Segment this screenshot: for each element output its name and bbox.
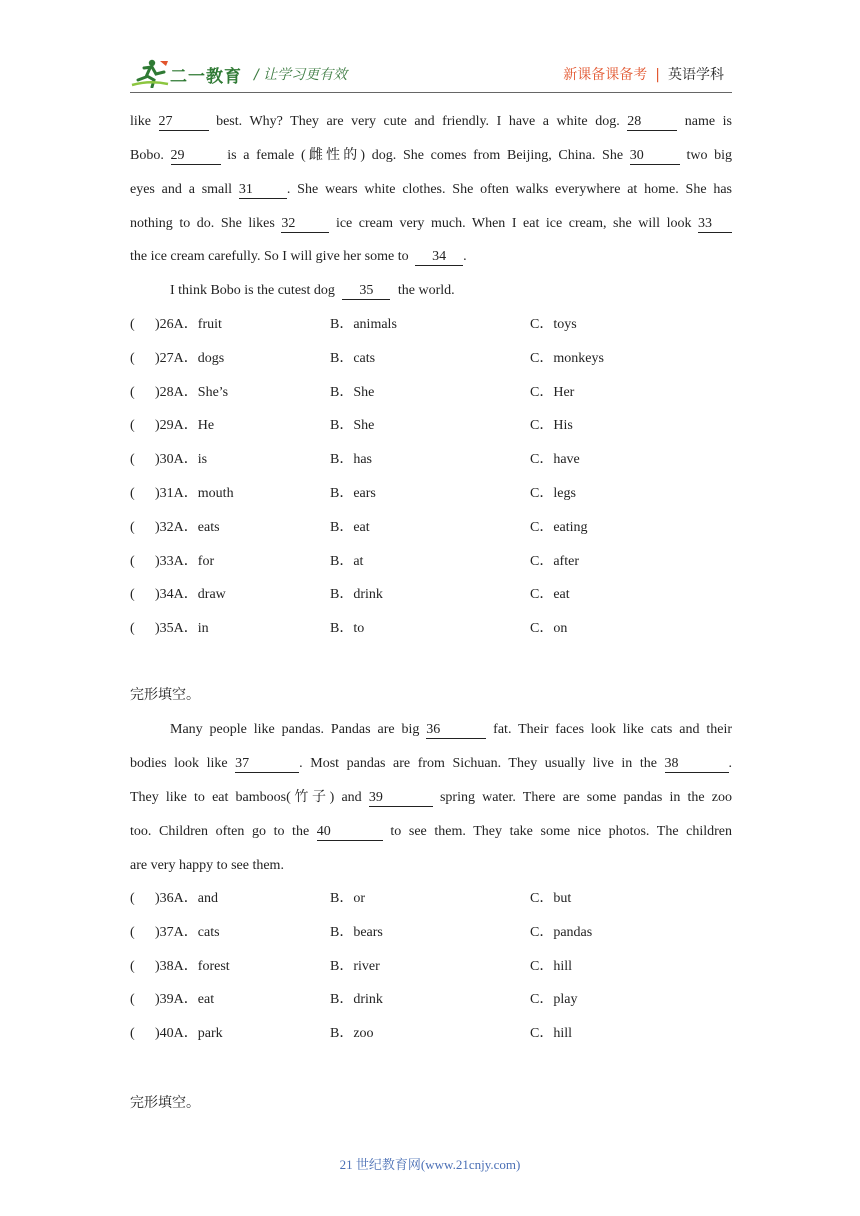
option-a-text: cats — [197, 924, 220, 940]
answer-paren[interactable]: ( — [130, 519, 135, 535]
passage-text: ice cream very much. When I eat ice cream, she will look — [335, 216, 692, 231]
option-a[interactable]: ( )36A．and — [130, 891, 219, 906]
question-number: 36 — [159, 891, 174, 906]
passage-line — [130, 823, 732, 841]
answer-paren[interactable]: ( — [130, 317, 135, 332]
option-b-text: ears — [353, 486, 376, 501]
passage-text: eyes and a small — [130, 182, 233, 197]
blank-29: 29 — [171, 148, 221, 165]
section-title-2: 完形填空。 — [130, 1096, 200, 1111]
option-b-text: eat — [353, 519, 370, 535]
option-c-text: His — [553, 418, 573, 434]
passage-text: name is — [684, 114, 732, 129]
blank-35: 35 — [342, 283, 390, 300]
passage-text: I think Bobo is the cutest dog — [170, 283, 335, 298]
option-a-text: She’s — [197, 384, 229, 400]
option-a[interactable]: ( )28A．She’s — [130, 384, 229, 400]
passage-text: the world. — [397, 283, 455, 298]
header-divider — [130, 92, 732, 93]
answer-paren[interactable]: ( — [130, 1026, 135, 1042]
question-number: 33 — [159, 553, 174, 569]
option-a[interactable]: ( )37A．cats — [130, 924, 220, 940]
option-c[interactable]: C．on — [530, 621, 568, 637]
option-a[interactable]: ( )35A．in — [130, 621, 209, 637]
option-c[interactable]: C．hill — [530, 958, 573, 974]
option-a-text: eats — [197, 519, 220, 535]
answer-paren[interactable]: ( — [130, 924, 135, 940]
option-b-text: cats — [353, 350, 376, 366]
question-number: 39 — [159, 992, 174, 1008]
option-c-text: eat — [553, 587, 570, 603]
blank-33: 33 — [698, 216, 732, 233]
option-c[interactable]: C．play — [530, 992, 578, 1008]
passage-text: fat. Their faces look like cats and their — [493, 722, 733, 737]
passage-text: two big — [686, 148, 733, 163]
passage-line: are very happy to see them. — [130, 858, 284, 873]
option-c[interactable]: C．toys — [530, 317, 577, 332]
section-title: 完形填空。 — [130, 688, 200, 703]
header-right — [563, 64, 724, 84]
passage-line — [130, 755, 732, 773]
option-b-text: She — [353, 384, 375, 400]
passage-text: . She wears white clothes. She often walks everywhere at home. She has — [286, 182, 732, 197]
option-a-text: forest — [197, 958, 230, 974]
option-a-text: eat — [197, 992, 215, 1008]
option-b-text: to — [353, 621, 365, 637]
passage-line — [170, 282, 455, 300]
passage-text: nothing to do. She likes — [130, 216, 275, 231]
logo-text: 二一教育 — [170, 67, 242, 87]
option-a-text: is — [197, 452, 208, 468]
option-a-text: dogs — [197, 350, 225, 366]
option-a[interactable]: ( )29A．He — [130, 418, 215, 434]
option-c[interactable]: C．eat — [530, 587, 570, 603]
option-a-text: and — [197, 891, 219, 906]
option-a-text: in — [197, 621, 209, 637]
option-a-text: fruit — [197, 317, 222, 332]
blank-28: 28 — [627, 114, 677, 131]
option-c-text: hill — [553, 958, 573, 974]
option-c[interactable]: C．hill — [530, 1026, 573, 1042]
option-a[interactable]: ( )33A．for — [130, 553, 215, 569]
header-course-label: 新课备课备考 — [563, 67, 648, 83]
option-b[interactable]: B．cats — [330, 350, 376, 366]
answer-paren[interactable]: ( — [130, 958, 135, 974]
option-a[interactable]: ( )32A．eats — [130, 519, 220, 535]
blank-30: 30 — [630, 148, 680, 165]
question-number: 29 — [159, 418, 174, 434]
option-b[interactable]: B．to — [330, 621, 365, 637]
question-number: 38 — [159, 958, 174, 974]
option-b-text: river — [353, 958, 380, 974]
option-c-text: toys — [553, 317, 577, 332]
header-separator: | — [655, 67, 660, 83]
answer-paren[interactable]: ( — [130, 587, 135, 603]
passage-text: is a female (雌性的) dog. She comes from Beijing, China. She — [227, 148, 624, 163]
question-number: 31 — [159, 486, 174, 501]
option-a[interactable]: ( )26A．fruit — [130, 317, 222, 332]
passage-text: Many people like pandas. Pandas are big — [170, 722, 420, 737]
option-c-text: after — [553, 553, 579, 569]
option-c[interactable]: C．Her — [530, 384, 575, 400]
answer-paren[interactable]: ( — [130, 992, 135, 1008]
option-b-text: She — [353, 418, 375, 434]
option-c-text: pandas — [553, 924, 593, 940]
passage-text: Bobo. — [130, 148, 164, 163]
option-c-text: hill — [553, 1026, 573, 1042]
option-b[interactable]: B．zoo — [330, 1026, 374, 1042]
question-number: 30 — [159, 452, 174, 468]
blank-38: 38 — [665, 756, 729, 773]
option-a[interactable]: ( )31A．mouth — [130, 486, 234, 501]
option-b-text: zoo — [353, 1026, 374, 1042]
passage-line — [130, 147, 732, 165]
blank-36: 36 — [426, 722, 486, 739]
question-number: 37 — [159, 924, 174, 940]
passage-line — [130, 248, 732, 266]
passage-text: . — [463, 249, 467, 264]
option-b[interactable]: B．ears — [330, 486, 376, 501]
passage-text: to see them. They take some nice photos. The children — [390, 824, 732, 839]
question-number: 28 — [159, 384, 174, 400]
option-c[interactable]: C．but — [530, 891, 572, 906]
option-c[interactable]: C．legs — [530, 486, 576, 501]
option-b-text: drink — [353, 992, 383, 1008]
option-b-text: at — [353, 553, 364, 569]
option-b[interactable]: B．eat — [330, 519, 370, 535]
option-c-text: eating — [553, 519, 588, 535]
question-number: 35 — [159, 621, 174, 637]
answer-paren[interactable]: ( — [130, 350, 135, 366]
option-c-text: but — [553, 891, 572, 906]
passage-text: spring water. There are some pandas in the zoo — [439, 790, 732, 805]
passage-line — [130, 181, 732, 199]
passage-text: . Most pandas are from Sichuan. They usually live in the — [299, 756, 657, 771]
question-number: 26 — [159, 317, 174, 332]
option-c[interactable]: C．His — [530, 418, 573, 434]
option-c[interactable]: C．monkeys — [530, 350, 604, 366]
blank-39: 39 — [369, 790, 433, 807]
passage-text: They like to eat bamboos(竹子) and — [130, 790, 362, 805]
passage-line — [130, 113, 732, 131]
question-number: 32 — [159, 519, 174, 535]
header-subject-label: 英语学科 — [668, 67, 724, 83]
option-a[interactable]: ( )40A．park — [130, 1026, 223, 1042]
option-a[interactable]: ( )30A．is — [130, 452, 208, 468]
blank-31: 31 — [239, 182, 287, 199]
option-b[interactable]: B．She — [330, 418, 375, 434]
option-a-text: He — [197, 418, 215, 434]
option-c-text: monkeys — [553, 350, 604, 366]
passage-line — [130, 789, 732, 807]
answer-paren[interactable]: ( — [130, 418, 135, 434]
option-b[interactable]: B．drink — [330, 587, 383, 603]
passage-text: like — [130, 114, 151, 129]
passage-line — [170, 721, 732, 739]
option-c-text: Her — [553, 384, 575, 400]
option-c[interactable]: C．eating — [530, 519, 588, 535]
option-b[interactable]: B．She — [330, 384, 375, 400]
option-a-text: draw — [197, 587, 226, 603]
option-b[interactable]: B．bears — [330, 924, 383, 940]
option-b[interactable]: B．animals — [330, 317, 397, 332]
passage-text: the ice cream carefully. So I will give her some to — [130, 249, 409, 264]
option-b-text: animals — [353, 317, 397, 332]
option-b-text: has — [353, 452, 373, 468]
blank-27: 27 — [159, 114, 209, 131]
option-b[interactable]: B．at — [330, 553, 364, 569]
question-number: 34 — [159, 587, 174, 603]
option-b-text: bears — [353, 924, 383, 940]
answer-paren[interactable]: ( — [130, 553, 135, 569]
option-b[interactable]: B．has — [330, 452, 373, 468]
answer-paren[interactable]: ( — [130, 384, 135, 400]
blank-34: 34 — [415, 249, 463, 266]
option-c-text: have — [553, 452, 580, 468]
question-number: 40 — [159, 1026, 174, 1042]
answer-paren[interactable]: ( — [130, 621, 135, 637]
question-number: 27 — [159, 350, 174, 366]
blank-40: 40 — [317, 824, 383, 841]
page-footer: 21 世纪教育网(www.21cnjy.com) — [339, 1157, 521, 1172]
option-a-text: mouth — [197, 486, 234, 501]
option-c[interactable]: C．after — [530, 553, 579, 569]
passage-text: too. Children often go to the — [130, 824, 310, 839]
option-a-text: park — [197, 1026, 223, 1042]
page-header — [130, 56, 732, 92]
passage-text: best. Why? They are very cute and friendly. I have a white dog. — [216, 114, 620, 129]
option-b[interactable]: B．or — [330, 891, 366, 906]
option-a[interactable]: ( )34A．draw — [130, 587, 226, 603]
answer-paren[interactable]: ( — [130, 486, 135, 501]
option-c-text: play — [553, 992, 578, 1008]
option-a[interactable]: ( )38A．forest — [130, 958, 230, 974]
option-a-text: for — [197, 553, 215, 569]
blank-32: 32 — [281, 216, 329, 233]
option-c[interactable]: C．have — [530, 452, 580, 468]
answer-paren[interactable]: ( — [130, 891, 135, 906]
option-a[interactable]: ( )39A．eat — [130, 992, 215, 1008]
option-b[interactable]: B．river — [330, 958, 380, 974]
answer-paren[interactable]: ( — [130, 452, 135, 468]
option-c-text: legs — [553, 486, 576, 501]
option-c[interactable]: C．pandas — [530, 924, 593, 940]
option-b-text: or — [353, 891, 366, 906]
blank-37: 37 — [235, 756, 299, 773]
option-b-text: drink — [353, 587, 383, 603]
option-a[interactable]: ( )27A．dogs — [130, 350, 225, 366]
option-b[interactable]: B．drink — [330, 992, 383, 1008]
option-c-text: on — [553, 621, 568, 637]
passage-text: . — [728, 756, 733, 771]
header-slogan: / 让学习更有效 — [254, 67, 348, 83]
passage-line — [130, 215, 732, 233]
passage-text: bodies look like — [130, 756, 228, 771]
